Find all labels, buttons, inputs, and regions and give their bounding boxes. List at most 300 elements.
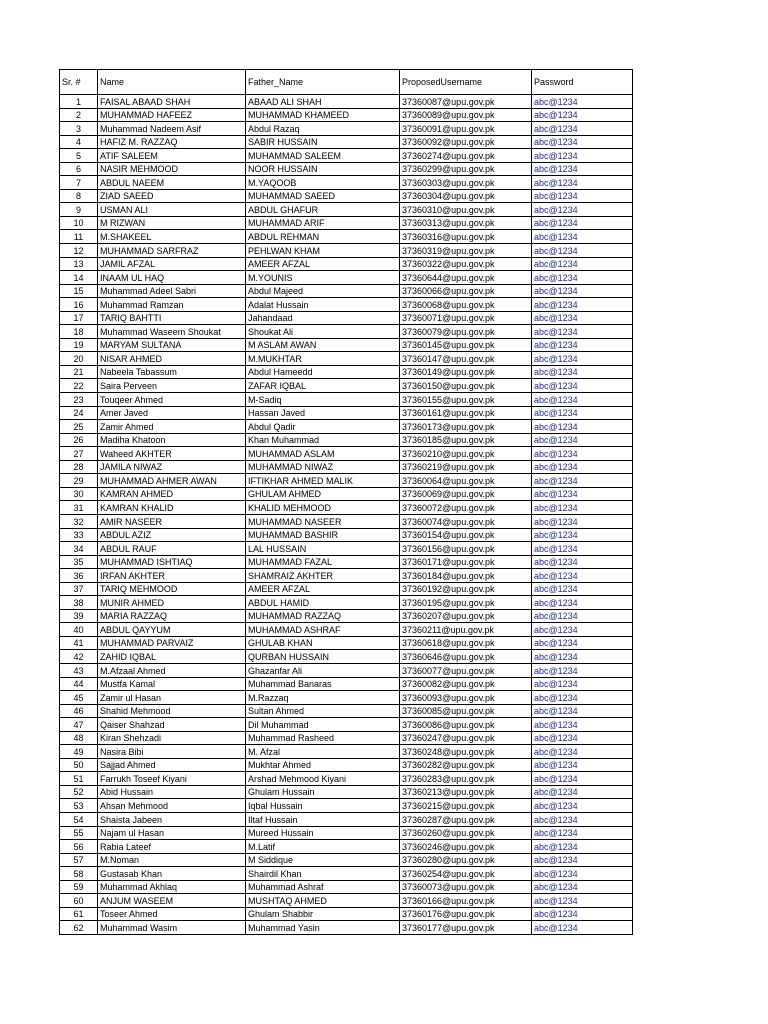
sr-cell: 9 [60, 203, 98, 217]
username-cell: 37360207@upu.gov.pk [400, 609, 532, 623]
username-cell: 37360303@upu.gov.pk [400, 176, 532, 190]
name-cell: Toseer Ahmed [98, 907, 246, 921]
father-name-cell: Sultan Ahmed [246, 704, 400, 718]
password-cell: abc@1234 [532, 745, 633, 759]
username-cell: 37360085@upu.gov.pk [400, 704, 532, 718]
table-row [60, 95, 633, 109]
father-name-cell: MUHAMMAD ARIF [246, 216, 400, 230]
name-cell: Muhammad Akhlaq [98, 880, 246, 894]
sr-cell: 35 [60, 555, 98, 569]
password-cell: abc@1234 [532, 189, 633, 203]
password-cell: abc@1234 [532, 122, 633, 136]
username-cell: 37360280@upu.gov.pk [400, 853, 532, 867]
name-cell: MARYAM SULTANA [98, 338, 246, 352]
password-cell: abc@1234 [532, 718, 633, 732]
father-name-cell: ABAAD ALI SHAH [246, 95, 400, 109]
password-cell: abc@1234 [532, 596, 633, 610]
password-cell: abc@1234 [532, 149, 633, 163]
sr-cell: 29 [60, 474, 98, 488]
sr-cell: 19 [60, 338, 98, 352]
sr-cell: 56 [60, 840, 98, 854]
sr-cell: 51 [60, 772, 98, 786]
name-cell: ATIF SALEEM [98, 149, 246, 163]
sr-cell: 57 [60, 853, 98, 867]
password-cell: abc@1234 [532, 636, 633, 650]
password-cell: abc@1234 [532, 812, 633, 826]
name-cell: ABDUL RAUF [98, 542, 246, 556]
username-cell: 37360299@upu.gov.pk [400, 162, 532, 176]
table-row [60, 677, 633, 691]
name-cell: ZAHID IQBAL [98, 650, 246, 664]
table-row [60, 542, 633, 556]
username-cell: 37360319@upu.gov.pk [400, 244, 532, 258]
password-cell: abc@1234 [532, 623, 633, 637]
username-cell: 37360068@upu.gov.pk [400, 298, 532, 312]
table-row [60, 420, 633, 434]
father-name-cell: M.YOUNIS [246, 271, 400, 285]
name-cell: ANJUM WASEEM [98, 894, 246, 908]
password-cell: abc@1234 [532, 691, 633, 705]
name-cell: ZIAD SAEED [98, 189, 246, 203]
table-row [60, 271, 633, 285]
name-cell: ABDUL NAEEM [98, 176, 246, 190]
password-cell: abc@1234 [532, 298, 633, 312]
father-name-cell: Iltaf Hussain [246, 812, 400, 826]
password-cell: abc@1234 [532, 542, 633, 556]
table-row [60, 149, 633, 163]
name-cell: KAMRAN KHALID [98, 501, 246, 515]
username-cell: 37360185@upu.gov.pk [400, 433, 532, 447]
table-row [60, 650, 633, 664]
father-name-cell: M. Afzal [246, 745, 400, 759]
table-row [60, 921, 633, 935]
sr-cell: 17 [60, 311, 98, 325]
password-cell: abc@1234 [532, 460, 633, 474]
username-cell: 37360177@upu.gov.pk [400, 921, 532, 935]
sr-cell: 15 [60, 284, 98, 298]
username-cell: 37360192@upu.gov.pk [400, 582, 532, 596]
sr-cell: 47 [60, 718, 98, 732]
father-name-cell: Abdul Qadir [246, 420, 400, 434]
father-name-cell: MUHAMMAD SAEED [246, 189, 400, 203]
table-row [60, 460, 633, 474]
table-row [60, 880, 633, 894]
sr-cell: 4 [60, 135, 98, 149]
name-cell: JAMILA NIWAZ [98, 460, 246, 474]
father-name-cell: M ASLAM AWAN [246, 338, 400, 352]
name-cell: INAAM UL HAQ [98, 271, 246, 285]
username-cell: 37360184@upu.gov.pk [400, 569, 532, 583]
name-cell: TARIQ BAHTTI [98, 311, 246, 325]
password-cell: abc@1234 [532, 894, 633, 908]
password-cell: abc@1234 [532, 393, 633, 407]
name-cell: Muhammad Nadeem Asif [98, 122, 246, 136]
password-cell: abc@1234 [532, 244, 633, 258]
username-cell: 37360304@upu.gov.pk [400, 189, 532, 203]
name-cell: M.Noman [98, 853, 246, 867]
username-cell: 37360147@upu.gov.pk [400, 352, 532, 366]
password-cell: abc@1234 [532, 325, 633, 339]
password-cell: abc@1234 [532, 365, 633, 379]
sr-cell: 50 [60, 758, 98, 772]
header-password: Password [532, 70, 633, 95]
password-cell: abc@1234 [532, 840, 633, 854]
name-cell: HAFIZ M. RAZZAQ [98, 135, 246, 149]
father-name-cell: ABDUL HAMID [246, 596, 400, 610]
password-cell: abc@1234 [532, 663, 633, 677]
father-name-cell: Mureed Hussain [246, 826, 400, 840]
table-row [60, 691, 633, 705]
sr-cell: 48 [60, 731, 98, 745]
table-row [60, 447, 633, 461]
father-name-cell: MUSHTAQ AHMED [246, 894, 400, 908]
username-cell: 37360213@upu.gov.pk [400, 785, 532, 799]
username-cell: 37360074@upu.gov.pk [400, 514, 532, 528]
father-name-cell: SABIR HUSSAIN [246, 135, 400, 149]
table-row [60, 257, 633, 271]
password-cell: abc@1234 [532, 420, 633, 434]
table-row [60, 393, 633, 407]
sr-cell: 31 [60, 501, 98, 515]
table-row [60, 907, 633, 921]
sr-cell: 42 [60, 650, 98, 664]
sr-cell: 23 [60, 393, 98, 407]
father-name-cell: Abdul Razaq [246, 122, 400, 136]
username-cell: 37360149@upu.gov.pk [400, 365, 532, 379]
password-cell: abc@1234 [532, 514, 633, 528]
name-cell: Muhammad Ramzan [98, 298, 246, 312]
name-cell: MUHAMMAD PARVAIZ [98, 636, 246, 650]
table-row [60, 433, 633, 447]
sr-cell: 61 [60, 907, 98, 921]
table-row [60, 745, 633, 759]
password-cell: abc@1234 [532, 230, 633, 244]
password-cell: abc@1234 [532, 555, 633, 569]
father-name-cell: LAL HUSSAIN [246, 542, 400, 556]
sr-cell: 34 [60, 542, 98, 556]
name-cell: ABDUL QAYYUM [98, 623, 246, 637]
table-row [60, 894, 633, 908]
username-cell: 37360161@upu.gov.pk [400, 406, 532, 420]
sr-cell: 28 [60, 460, 98, 474]
username-cell: 37360247@upu.gov.pk [400, 731, 532, 745]
table-row [60, 352, 633, 366]
table-row [60, 135, 633, 149]
table-row [60, 528, 633, 542]
father-name-cell: GHULAM AHMED [246, 487, 400, 501]
father-name-cell: M.MUKHTAR [246, 352, 400, 366]
password-cell: abc@1234 [532, 921, 633, 935]
father-name-cell: MUHAMMAD ASLAM [246, 447, 400, 461]
table-row [60, 189, 633, 203]
username-cell: 37360092@upu.gov.pk [400, 135, 532, 149]
name-cell: M RIZWAN [98, 216, 246, 230]
username-cell: 37360093@upu.gov.pk [400, 691, 532, 705]
table-row [60, 704, 633, 718]
sr-cell: 5 [60, 149, 98, 163]
table-row [60, 122, 633, 136]
password-cell: abc@1234 [532, 867, 633, 881]
name-cell: JAMIL AFZAL [98, 257, 246, 271]
username-cell: 37360260@upu.gov.pk [400, 826, 532, 840]
sr-cell: 36 [60, 569, 98, 583]
name-cell: Shaista Jabeen [98, 812, 246, 826]
name-cell: AMIR NASEER [98, 514, 246, 528]
sr-cell: 33 [60, 528, 98, 542]
father-name-cell: Muhammad Rasheed [246, 731, 400, 745]
table-row [60, 230, 633, 244]
table-row [60, 772, 633, 786]
username-cell: 37360195@upu.gov.pk [400, 596, 532, 610]
username-cell: 37360246@upu.gov.pk [400, 840, 532, 854]
password-cell: abc@1234 [532, 95, 633, 109]
father-name-cell: Ghulam Hussain [246, 785, 400, 799]
header-name: Name [98, 70, 246, 95]
username-cell: 37360077@upu.gov.pk [400, 663, 532, 677]
sr-cell: 25 [60, 420, 98, 434]
table-row [60, 785, 633, 799]
table-row [60, 379, 633, 393]
name-cell: Ahsan Mehmood [98, 799, 246, 813]
name-cell: Nabeela Tabassum [98, 365, 246, 379]
username-cell: 37360176@upu.gov.pk [400, 907, 532, 921]
father-name-cell: M.Razzaq [246, 691, 400, 705]
username-cell: 37360310@upu.gov.pk [400, 203, 532, 217]
password-cell: abc@1234 [532, 907, 633, 921]
sr-cell: 10 [60, 216, 98, 230]
name-cell: KAMRAN AHMED [98, 487, 246, 501]
sr-cell: 1 [60, 95, 98, 109]
father-name-cell: Abdul Majeed [246, 284, 400, 298]
name-cell: Rabia Lateef [98, 840, 246, 854]
password-cell: abc@1234 [532, 176, 633, 190]
name-cell: Najam ul Hasan [98, 826, 246, 840]
father-name-cell: M.Latif [246, 840, 400, 854]
father-name-cell: M Siddique [246, 853, 400, 867]
father-name-cell: MUHAMMAD NIWAZ [246, 460, 400, 474]
name-cell: Abid Hussain [98, 785, 246, 799]
name-cell: Gustasab Khan [98, 867, 246, 881]
name-cell: Mustfa Kamal [98, 677, 246, 691]
table-row [60, 555, 633, 569]
table-row [60, 203, 633, 217]
username-cell: 37360274@upu.gov.pk [400, 149, 532, 163]
father-name-cell: AMEER AFZAL [246, 257, 400, 271]
username-cell: 37360316@upu.gov.pk [400, 230, 532, 244]
sr-cell: 46 [60, 704, 98, 718]
father-name-cell: Muhammad Banaras [246, 677, 400, 691]
sr-cell: 8 [60, 189, 98, 203]
name-cell: MARIA RAZZAQ [98, 609, 246, 623]
password-cell: abc@1234 [532, 582, 633, 596]
sr-cell: 40 [60, 623, 98, 637]
table-row [60, 162, 633, 176]
father-name-cell: MUHAMMAD NASEER [246, 514, 400, 528]
sr-cell: 2 [60, 108, 98, 122]
username-cell: 37360618@upu.gov.pk [400, 636, 532, 650]
table-row [60, 718, 633, 732]
father-name-cell: KHALID MEHMOOD [246, 501, 400, 515]
name-cell: M.SHAKEEL [98, 230, 246, 244]
password-cell: abc@1234 [532, 162, 633, 176]
table-row [60, 514, 633, 528]
sr-cell: 30 [60, 487, 98, 501]
name-cell: Muhammad Adeel Sabri [98, 284, 246, 298]
username-cell: 37360079@upu.gov.pk [400, 325, 532, 339]
table-row [60, 758, 633, 772]
sr-cell: 60 [60, 894, 98, 908]
username-cell: 37360211@upu.gov.pk [400, 623, 532, 637]
credentials-table [59, 69, 633, 935]
username-cell: 37360086@upu.gov.pk [400, 718, 532, 732]
table-row [60, 284, 633, 298]
username-cell: 37360064@upu.gov.pk [400, 474, 532, 488]
sr-cell: 13 [60, 257, 98, 271]
username-cell: 37360089@upu.gov.pk [400, 108, 532, 122]
sr-cell: 38 [60, 596, 98, 610]
password-cell: abc@1234 [532, 257, 633, 271]
name-cell: Touqeer Ahmed [98, 393, 246, 407]
password-cell: abc@1234 [532, 108, 633, 122]
password-cell: abc@1234 [532, 528, 633, 542]
password-cell: abc@1234 [532, 284, 633, 298]
sr-cell: 44 [60, 677, 98, 691]
password-cell: abc@1234 [532, 853, 633, 867]
header-sr: Sr. # [60, 70, 98, 95]
father-name-cell: AMEER AFZAL [246, 582, 400, 596]
username-cell: 37360069@upu.gov.pk [400, 487, 532, 501]
table-row [60, 731, 633, 745]
sr-cell: 53 [60, 799, 98, 813]
sr-cell: 7 [60, 176, 98, 190]
password-cell: abc@1234 [532, 880, 633, 894]
table-row [60, 840, 633, 854]
username-cell: 37360091@upu.gov.pk [400, 122, 532, 136]
username-cell: 37360166@upu.gov.pk [400, 894, 532, 908]
password-cell: abc@1234 [532, 826, 633, 840]
username-cell: 37360071@upu.gov.pk [400, 311, 532, 325]
password-cell: abc@1234 [532, 216, 633, 230]
password-cell: abc@1234 [532, 785, 633, 799]
name-cell: MUHAMMAD SARFRAZ [98, 244, 246, 258]
father-name-cell: M.YAQOOB [246, 176, 400, 190]
password-cell: abc@1234 [532, 311, 633, 325]
table-row [60, 596, 633, 610]
table-row [60, 311, 633, 325]
sr-cell: 45 [60, 691, 98, 705]
table-row [60, 108, 633, 122]
username-cell: 37360210@upu.gov.pk [400, 447, 532, 461]
father-name-cell: Iqbal Hussain [246, 799, 400, 813]
table-row [60, 663, 633, 677]
father-name-cell: SHAMRAIZ AKHTER [246, 569, 400, 583]
password-cell: abc@1234 [532, 203, 633, 217]
sr-cell: 49 [60, 745, 98, 759]
table-row [60, 582, 633, 596]
father-name-cell: ABDUL REHMAN [246, 230, 400, 244]
father-name-cell: MUHAMMAD ASHRAF [246, 623, 400, 637]
password-cell: abc@1234 [532, 379, 633, 393]
name-cell: Amer Javed [98, 406, 246, 420]
table-row [60, 325, 633, 339]
table-row [60, 826, 633, 840]
father-name-cell: PEHLWAN KHAM [246, 244, 400, 258]
name-cell: MUHAMMAD ISHTIAQ [98, 555, 246, 569]
password-cell: abc@1234 [532, 758, 633, 772]
table-row [60, 501, 633, 515]
username-cell: 37360087@upu.gov.pk [400, 95, 532, 109]
name-cell: Zamir Ahmed [98, 420, 246, 434]
table-row [60, 298, 633, 312]
password-cell: abc@1234 [532, 501, 633, 515]
father-name-cell: Muhammad Yasin [246, 921, 400, 935]
sr-cell: 18 [60, 325, 98, 339]
sr-cell: 22 [60, 379, 98, 393]
sr-cell: 43 [60, 663, 98, 677]
sr-cell: 11 [60, 230, 98, 244]
username-cell: 37360171@upu.gov.pk [400, 555, 532, 569]
password-cell: abc@1234 [532, 772, 633, 786]
password-cell: abc@1234 [532, 487, 633, 501]
father-name-cell: Ghulam Shabbir [246, 907, 400, 921]
password-cell: abc@1234 [532, 352, 633, 366]
table-row [60, 487, 633, 501]
sr-cell: 6 [60, 162, 98, 176]
username-cell: 37360248@upu.gov.pk [400, 745, 532, 759]
header-father-name: Father_Name [246, 70, 400, 95]
table-row [60, 799, 633, 813]
table-row [60, 244, 633, 258]
sr-cell: 54 [60, 812, 98, 826]
username-cell: 37360283@upu.gov.pk [400, 772, 532, 786]
father-name-cell: Ghazanfar Ali [246, 663, 400, 677]
username-cell: 37360644@upu.gov.pk [400, 271, 532, 285]
table-row [60, 406, 633, 420]
name-cell: IRFAN AKHTER [98, 569, 246, 583]
username-cell: 37360082@upu.gov.pk [400, 677, 532, 691]
username-cell: 37360254@upu.gov.pk [400, 867, 532, 881]
password-cell: abc@1234 [532, 271, 633, 285]
password-cell: abc@1234 [532, 677, 633, 691]
father-name-cell: Abdul Hameedd [246, 365, 400, 379]
sr-cell: 41 [60, 636, 98, 650]
username-cell: 37360173@upu.gov.pk [400, 420, 532, 434]
sr-cell: 12 [60, 244, 98, 258]
username-cell: 37360282@upu.gov.pk [400, 758, 532, 772]
password-cell: abc@1234 [532, 799, 633, 813]
father-name-cell: ABDUL GHAFUR [246, 203, 400, 217]
father-name-cell: Hassan Javed [246, 406, 400, 420]
name-cell: Madiha Khatoon [98, 433, 246, 447]
father-name-cell: ZAFAR IQBAL [246, 379, 400, 393]
username-cell: 37360646@upu.gov.pk [400, 650, 532, 664]
sr-cell: 59 [60, 880, 98, 894]
password-cell: abc@1234 [532, 569, 633, 583]
father-name-cell: MUHAMMAD BASHIR [246, 528, 400, 542]
name-cell: USMAN ALI [98, 203, 246, 217]
sr-cell: 52 [60, 785, 98, 799]
table-row [60, 867, 633, 881]
sr-cell: 62 [60, 921, 98, 935]
table-row [60, 474, 633, 488]
father-name-cell: Jahandaad [246, 311, 400, 325]
sr-cell: 16 [60, 298, 98, 312]
table-row [60, 216, 633, 230]
name-cell: NASIR MEHMOOD [98, 162, 246, 176]
password-cell: abc@1234 [532, 433, 633, 447]
table-row [60, 609, 633, 623]
sr-cell: 27 [60, 447, 98, 461]
